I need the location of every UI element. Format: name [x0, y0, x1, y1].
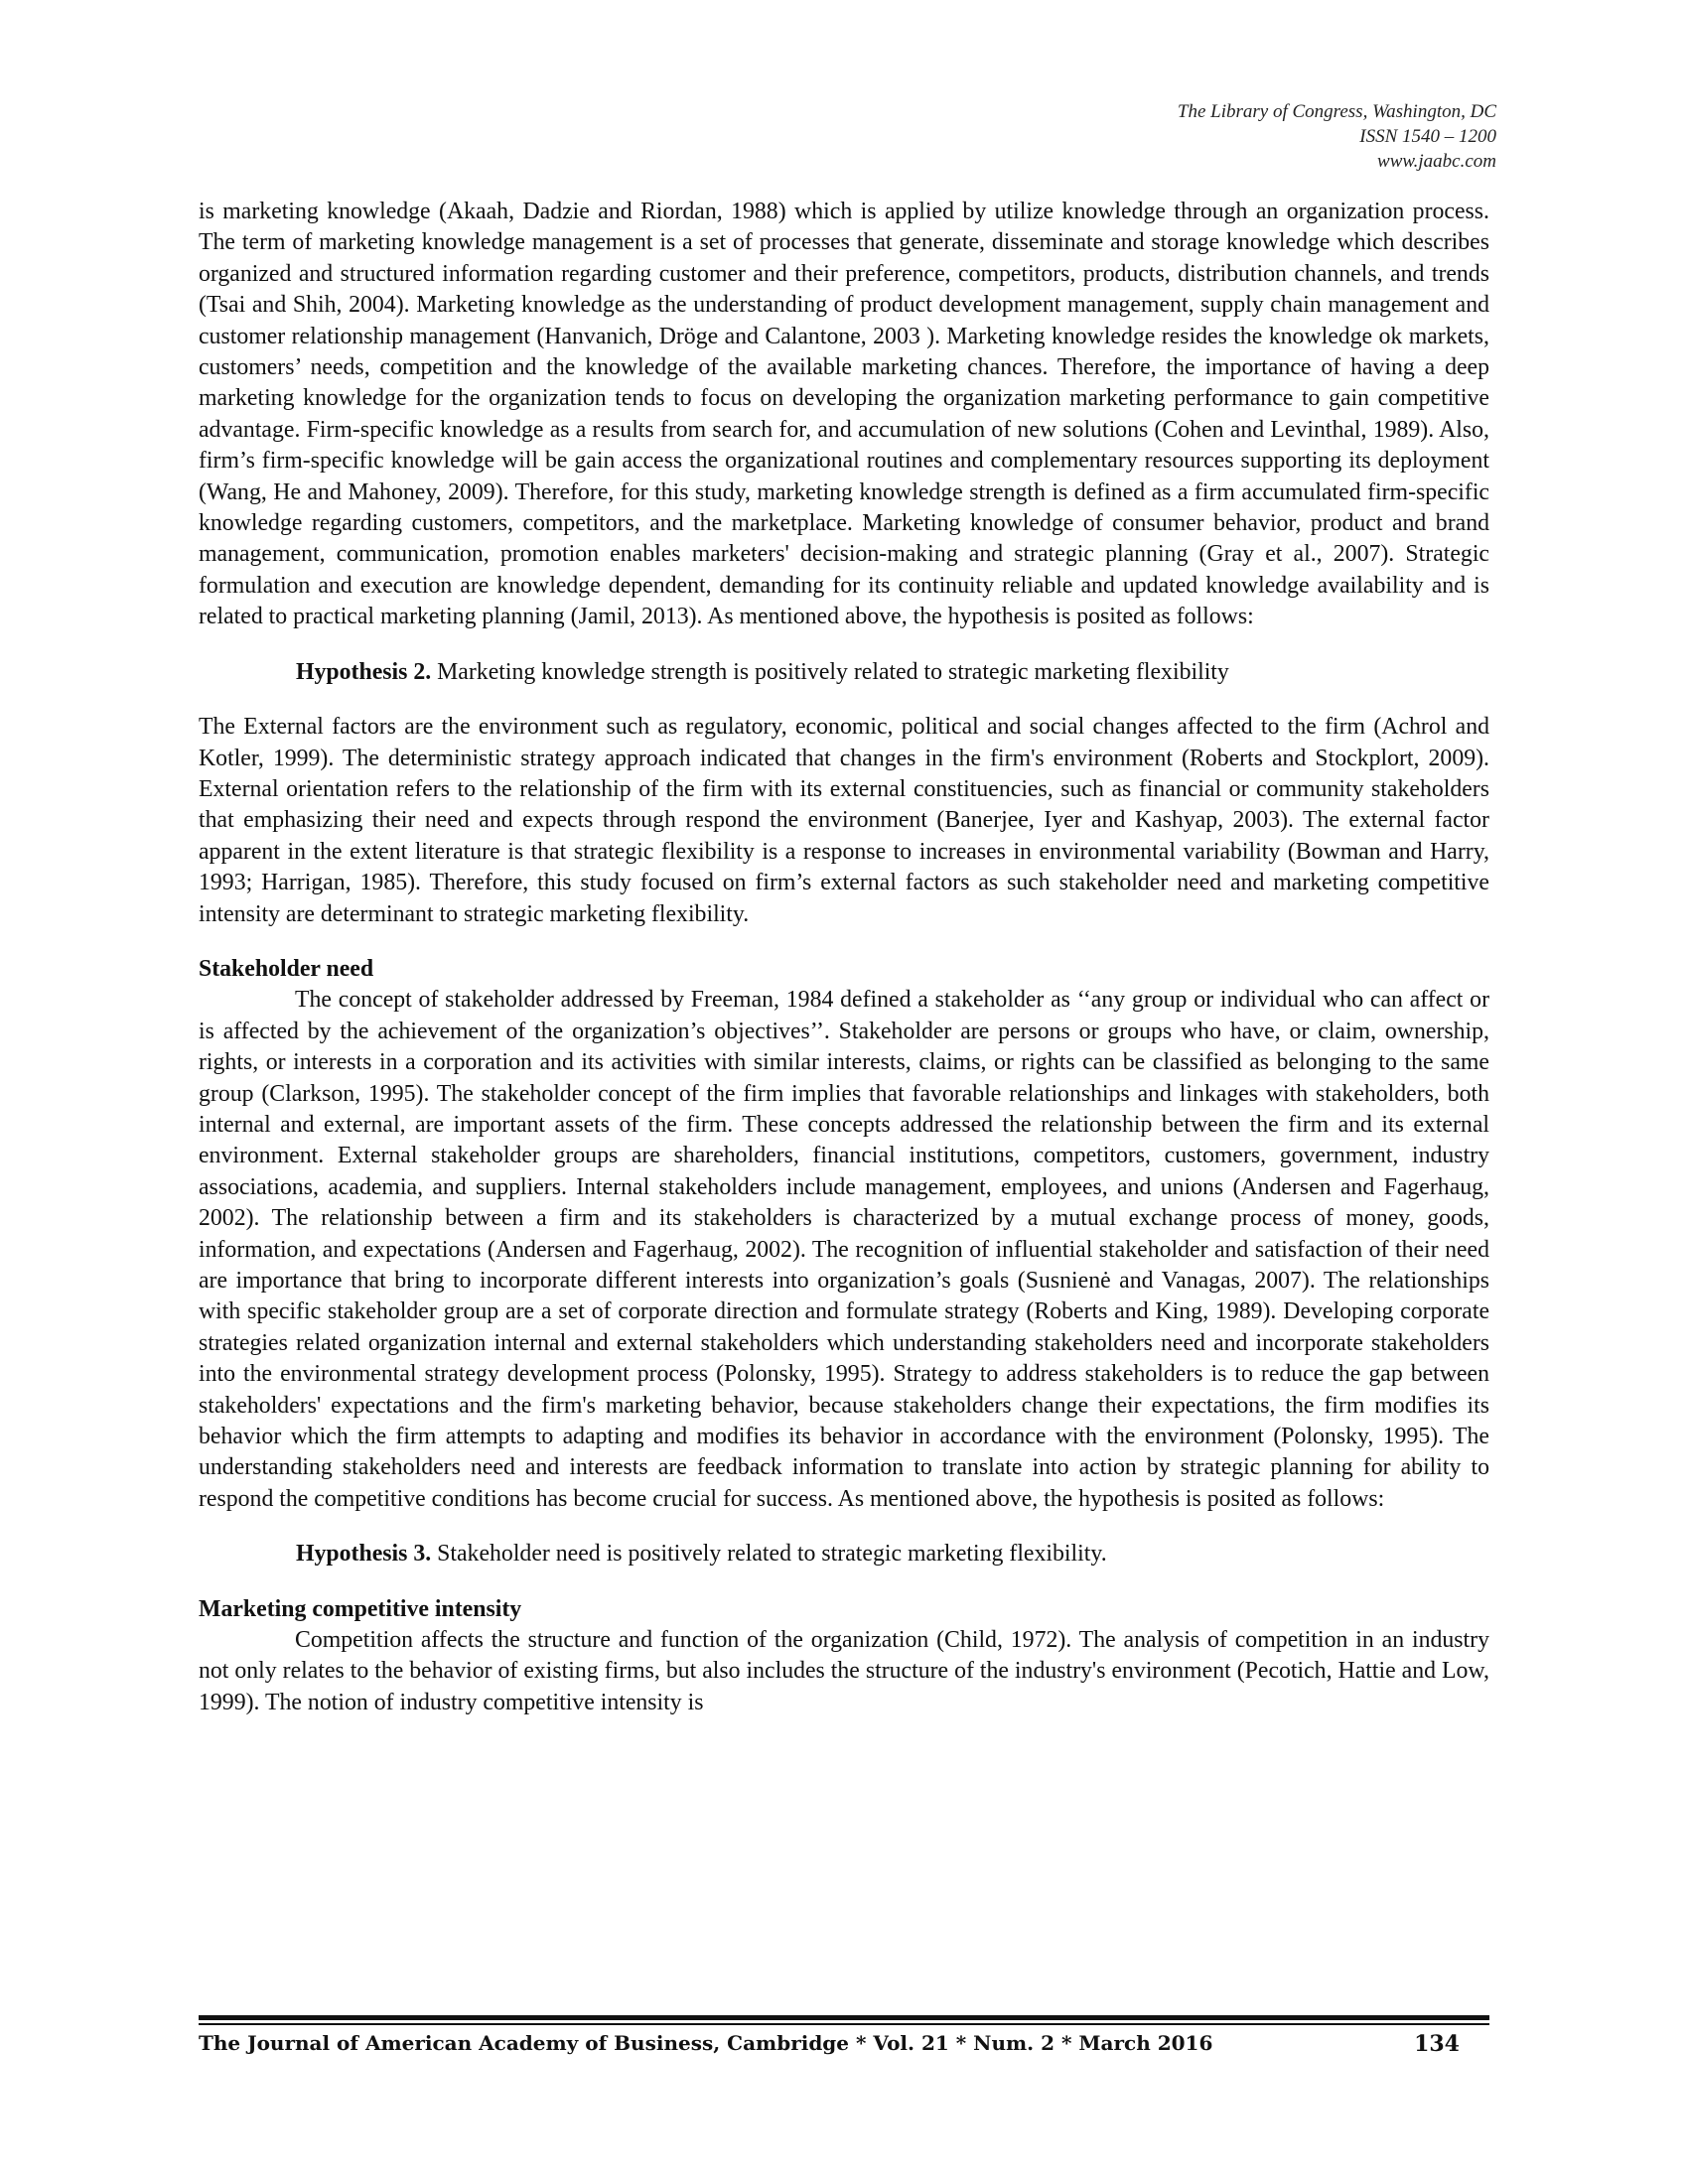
section-heading-competitive-intensity: Marketing competitive intensity	[199, 1595, 522, 1622]
page-number: 134	[1414, 2031, 1460, 2057]
running-header	[1178, 99, 1496, 174]
hypothesis-3-label: Hypothesis 3.	[296, 1541, 432, 1568]
footer-rule-thick	[199, 2015, 1489, 2020]
paragraph-stakeholder-need: The concept of stakeholder addressed by Freeman, 1984 defined a stakeholder as ‘‘any group or individual who can affect or is affected by the achievement of the organization’s objectives’’. Stakeholder are persons or groups who have, or claim, ownership, rights, or interests in a corporation and its activities with similar interests, claims, or rights can be classified as belonging to the same group (Clarkson, 1995). The stakeholder concept of the firm implies that favorable relationships and linkages with stakeholders, both internal and external, are important assets of the firm. These concepts addressed the relationship between the firm and its external environment. External stakeholder groups are shareholders, financial institutions, competitors, customers, government, industry associations, academia, and suppliers. Internal stakeholders include management, employees, and unions (Andersen and Fagerhaug, 2002). The relationship between a firm and its stakeholders is characterized by a mutual exchange process of money, goods, information, and expectations (Andersen and Fagerhaug, 2002). The recognition of influential stakeholder and satisfaction of their need are importance that bring to incorporate different interests into organization’s goals (Susnienė and Vanagas, 2007). The relationships with specific stakeholder group are a set of corporate direction and formulate strategy (Roberts and King, 1989). Developing corporate strategies related organization internal and external stakeholders which understanding stakeholders need and incorporate stakeholders into the environmental strategy development process (Polonsky, 1995). Strategy to address stakeholders is to reduce the gap between stakeholders' expectations and the firm's marketing behavior, because stakeholders change their expectations, the firm modifies its behavior which the firm attempts to adapting and modifies its behavior in accordance with the environment (Polonsky, 1995). The understanding stakeholders need and interests are feedback information to translate into action by strategic planning for ability to respond the competitive conditions has become crucial for success. As mentioned above, the hypothesis is posited as follows:	[199, 987, 1489, 1512]
page-footer	[199, 2031, 1489, 2061]
paragraph-marketing-knowledge: is marketing knowledge (Akaah, Dadzie and Riordan, 1988) which is applied by utilize knowledge through an organization process. The term of marketing knowledge management is a set of processes that generate, disseminate and storage knowledge which describes organized and structured information regarding customer and their preference, competitors, products, distribution channels, and trends (Tsai and Shih, 2004). Marketing knowledge as the understanding of product development management, supply chain management and customer relationship management (Hanvanich, Dröge and Calantone, 2003 ). Marketing knowledge resides the knowledge ok markets, customers’ needs, competition and the knowledge of the available marketing chances. Therefore, the importance of having a deep marketing knowledge for the organization tends to focus on developing the organization marketing performance to gain competitive advantage. Firm-specific knowledge as a results from search for, and accumulation of new solutions (Cohen and Levinthal, 1989). Also, firm’s firm-specific knowledge will be gain access the organizational routines and complementary resources supporting its deployment (Wang, He and Mahoney, 2009). Therefore, for this study, marketing knowledge strength is defined as a firm accumulated firm-specific knowledge regarding customers, competitors, and the marketplace. Marketing knowledge of consumer behavior, product and brand management, communication, promotion enables marketers' decision-making and strategic planning (Gray et al., 2007). Strategic formulation and execution are knowledge dependent, demanding for its continuity reliable and updated knowledge availability and is related to practical marketing planning (Jamil, 2013). As mentioned above, the hypothesis is posited as follows:	[199, 199, 1489, 630]
header-website: www.jaabc.com	[1377, 151, 1496, 172]
paragraph-external-factors: The External factors are the environment such as regulatory, economic, political and social changes affected to the firm (Achrol and Kotler, 1999). The deterministic strategy approach indicated that changes in the firm's environment (Roberts and Stockplort, 2009). External orientation refers to the relationship of the firm with its external constituencies, such as financial or community stakeholders that emphasizing their need and expects through respond the environment (Banerjee, Iyer and Kashyap, 2003). The external factor apparent in the extent literature is that strategic flexibility is a response to increases in environmental variability (Bowman and Harry, 1993; Harrigan, 1985). Therefore, this study focused on firm’s external factors as such stakeholder need and marketing competitive intensity are determinant to strategic marketing flexibility.	[199, 714, 1489, 927]
header-issn: ISSN 1540 – 1200	[1359, 126, 1496, 147]
body-text	[199, 197, 1489, 1718]
hypothesis-3-text: Stakeholder need is positively related to strategic marketing flexibility.	[431, 1541, 1107, 1568]
hypothesis-2-text: Marketing knowledge strength is positively related to strategic marketing flexibility	[431, 658, 1229, 685]
hypothesis-2-label: Hypothesis 2.	[296, 658, 432, 685]
footer-rule-thin	[199, 2023, 1489, 2025]
section-heading-stakeholder-need: Stakeholder need	[199, 955, 374, 982]
paragraph-competitive-intensity: Competition affects the structure and function of the organization (Child, 1972). The analysis of competition in an industry not only relates to the behavior of existing firms, but also includes the structure of the industry's environment (Pecotich, Hattie and Low, 1999). The notion of industry competitive intensity is	[199, 1627, 1489, 1715]
hypothesis-2	[199, 657, 1489, 688]
footer-journal-citation: The Journal of American Academy of Business, Cambridge * Vol. 21 * Num. 2 * March 2016	[199, 2031, 1213, 2055]
hypothesis-3	[199, 1539, 1489, 1570]
header-library: The Library of Congress, Washington, DC	[1177, 101, 1496, 122]
